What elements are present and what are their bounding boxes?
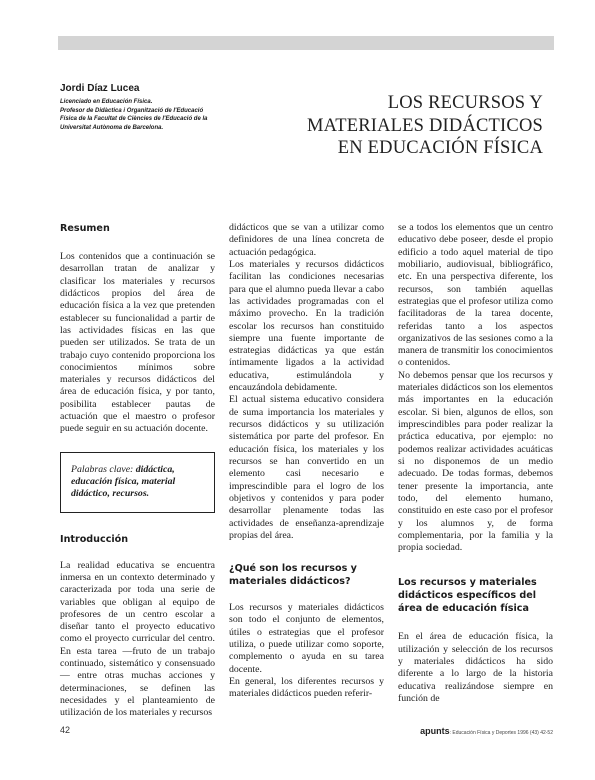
- author-affiliation-line: Universitat Autònoma de Barcelona.: [60, 124, 164, 131]
- author-affiliation-line: Física de la Facultat de Ciències de l'Educació de la: [60, 116, 208, 123]
- body-paragraph: se a todos los elementos que un centro educativo debe poseer, desde el propio edificio a todo aquel material de tipo mobiliario, audiovisual, bibliográfico, etc. En una perspectiva diferente, los recursos, son también aquellas estrategias que el profesor utiliza como facilitadoras de la tarea docente, referidas tanto a los aspectos organizativos de las sesiones como a la manera de transmitir los conocimientos o contenidos.: [398, 222, 553, 369]
- article-title: [250, 92, 543, 160]
- text-column-3: [398, 222, 553, 705]
- text-column-2: [229, 222, 384, 701]
- header-rule: [58, 36, 554, 50]
- body-paragraph: En general, los diferentes recursos y materiales didácticos pueden referir-: [229, 676, 384, 700]
- author-block: [60, 83, 250, 132]
- author-name: Jordi Díaz Lucea: [60, 83, 140, 94]
- introduccion-text: La realidad educativa se encuentra inmersa en un contexto determinado y caracterizada por toda una serie de variables que obligan al equipo de profesores de un centro escolar a diseñar tanto el proyecto educativo como el proyecto curricular del centro. En esta tarea —fruto de un trabajo continuado, sistemático y consensuado— entre otras muchas acciones y determinaciones, se definen las necesidades y el planteamiento de utilización de los materiales y recursos: [60, 559, 215, 719]
- citation-text: : Educación Física y Deportes 1996 (43) 42-52: [449, 730, 553, 736]
- keywords-label: Palabras clave:: [71, 463, 134, 475]
- body-paragraph: Los recursos y materiales didácticos son todo el conjunto de elementos, útiles o estrategias que el profesor utiliza, o puede utilizar como soporte, complemento o ayuda en su tarea docente.: [229, 602, 384, 675]
- journal-brand: apunts: [420, 726, 450, 736]
- author-affiliation-line: Licenciado en Educación Física.: [60, 99, 153, 105]
- resumen-heading: Resumen: [60, 223, 110, 234]
- body-paragraph: Los materiales y recursos didácticos facilitan las condiciones necesarias para que el alumno pueda llevar a cabo las actividades programadas con el máximo provecho. En la tradición escolar los recursos han constituido siempre una fuente importante de estrategias didácticas ya que están íntimamente ligados a la actividad educativa, estimulándola y encauzándola debidamente.: [229, 258, 384, 394]
- introduccion-heading: Introducción: [60, 533, 129, 545]
- keywords-box: [60, 452, 215, 513]
- body-paragraph: didácticos que se van a utilizar como definidores de una línea concreta de actuación pedagógica.: [229, 222, 384, 258]
- resumen-text: Los contenidos que a continuación se desarrollan tratan de analizar y clasificar los materiales y recursos didácticos propios del área de educación física a la vez que pretenden establecer su funcionalidad a partir de las actividades físicas en las que pueden ser utilizados. Se trata de un trabajo cuyo contenido proporciona los conocimientos mínimos sobre materiales y recursos didácticos del área de educación física, y por tanto, posibilita establecer pautas de actuación que el maestro o profesor puede seguir en su actuación docente.: [60, 251, 215, 435]
- author-affiliation-line: Profesor de Didàctica i Organització de l'Educació: [60, 107, 204, 114]
- body-paragraph: No debemos pensar que los recursos y materiales didácticos son los elementos más importantes en la educación escolar. Si bien, algunos de ellos, son imprescindibles para poder realizar la práctica educativa, por ejemplo: no podemos realizar actividades acuáticas si no disponemos de un medio adecuado. De todas formas, debemos tener presente la importancia, ante todo, del elemento humano, constituido en este caso por el profesor y los alumnos y, de forma complementaria, por la familia y la propia sociedad.: [398, 369, 553, 554]
- title-line: EN EDUCACIÓN FÍSICA: [337, 138, 543, 158]
- page-number: 42: [60, 725, 71, 735]
- keywords-value: didáctica, educación física, material didáctico, recursos.: [71, 463, 176, 500]
- publication-citation: [420, 726, 553, 736]
- title-line: LOS RECURSOS Y: [387, 93, 543, 113]
- body-paragraph: El actual sistema educativo considera de suma importancia los materiales y recursos didácticos y su utilización sistemática por parte del profesor. En educación física, los materiales y los recursos se han convertido en un elemento casi necesario e imprescindible para el logro de los objetivos y contenidos y para poder desarrollar plenamente todas las actividades de enseñanza-aprendizaje propias del área.: [229, 394, 384, 541]
- body-paragraph: En el área de educación física, la utilización y selección de los recursos y materiales didácticos ha sido diferente a lo largo de la historia educativa realizándose siempre en función de: [398, 631, 553, 704]
- recursos-especificos-heading: Los recursos y materiales didácticos específicos del área de educación física: [398, 577, 537, 615]
- title-line: MATERIALES DIDÁCTICOS: [307, 115, 543, 136]
- que-son-heading: ¿Qué son los recursos y materiales didácticos?: [229, 563, 357, 588]
- text-column-1: [60, 222, 215, 720]
